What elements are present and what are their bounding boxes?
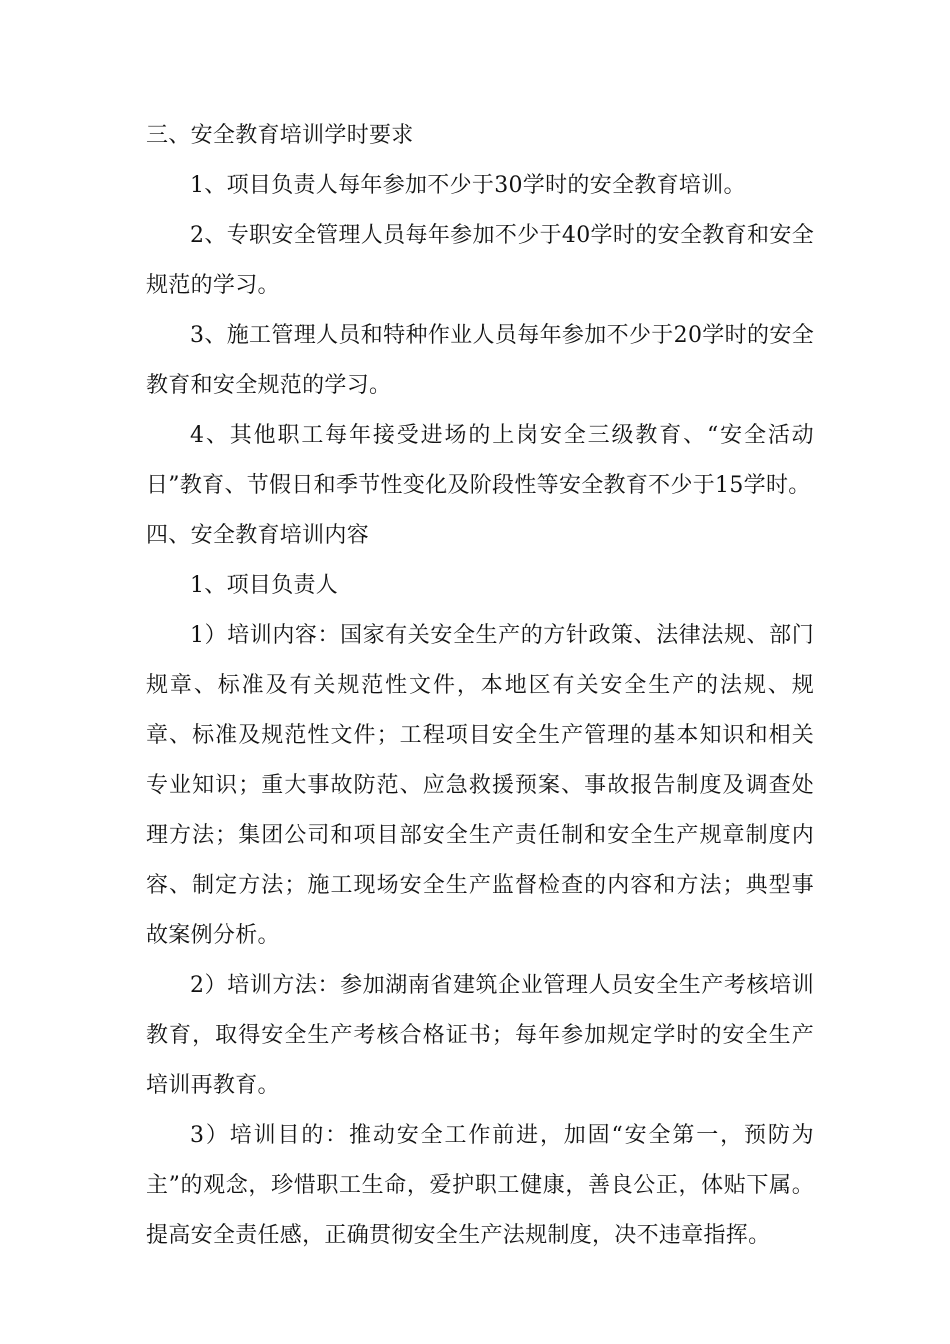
document-body [146, 111, 814, 1261]
paragraph-hours-project-leader: 1、项目负责人每年参加不少于30学时的安全教育培训。 [190, 173, 746, 198]
paragraph-hours-safety-staff: 2、专职安全管理人员每年参加不少于40学时的安全教育和安全规范的学习。 [146, 223, 814, 298]
paragraph-training-method: 2）培训方法：参加湖南省建筑企业管理人员安全生产考核培训教育，取得安全生产考核合格证书；每年参加规定学时的安全生产培训再教育。 [146, 973, 814, 1098]
paragraph-hours-other-workers: 4、其他职工每年接受进场的上岗安全三级教育、“安全活动日”教育、节假日和季节性变化及阶段性等安全教育不少于15学时。 [146, 423, 814, 498]
section-heading-4: 四、安全教育培训内容 [146, 523, 370, 548]
paragraph-training-purpose: 3）培训目的：推动安全工作前进，加固“安全第一，预防为主”的观念，珍惜职工生命，爱护职工健康，善良公正，体贴下属。提高安全责任感，正确贯彻安全生产法规制度，决不违章指挥。 [146, 1123, 814, 1248]
subheading-project-leader: 1、项目负责人 [190, 573, 339, 598]
section-heading-3: 三、安全教育培训学时要求 [146, 123, 414, 148]
paragraph-training-content: 1）培训内容：国家有关安全生产的方针政策、法律法规、部门规章、标准及有关规范性文件，本地区有关安全生产的法规、规章、标准及规范性文件；工程项目安全生产管理的基本知识和相关专业知识；重大事故防范、应急救援预案、事故报告制度及调查处理方法；集团公司和项目部安全生产责任制和安全生产规章制度内容、制定方法；施工现场安全生产监督检查的内容和方法；典型事故案例分析。 [146, 623, 814, 948]
paragraph-hours-construction-staff: 3、施工管理人员和特种作业人员每年参加不少于20学时的安全教育和安全规范的学习。 [146, 323, 814, 398]
